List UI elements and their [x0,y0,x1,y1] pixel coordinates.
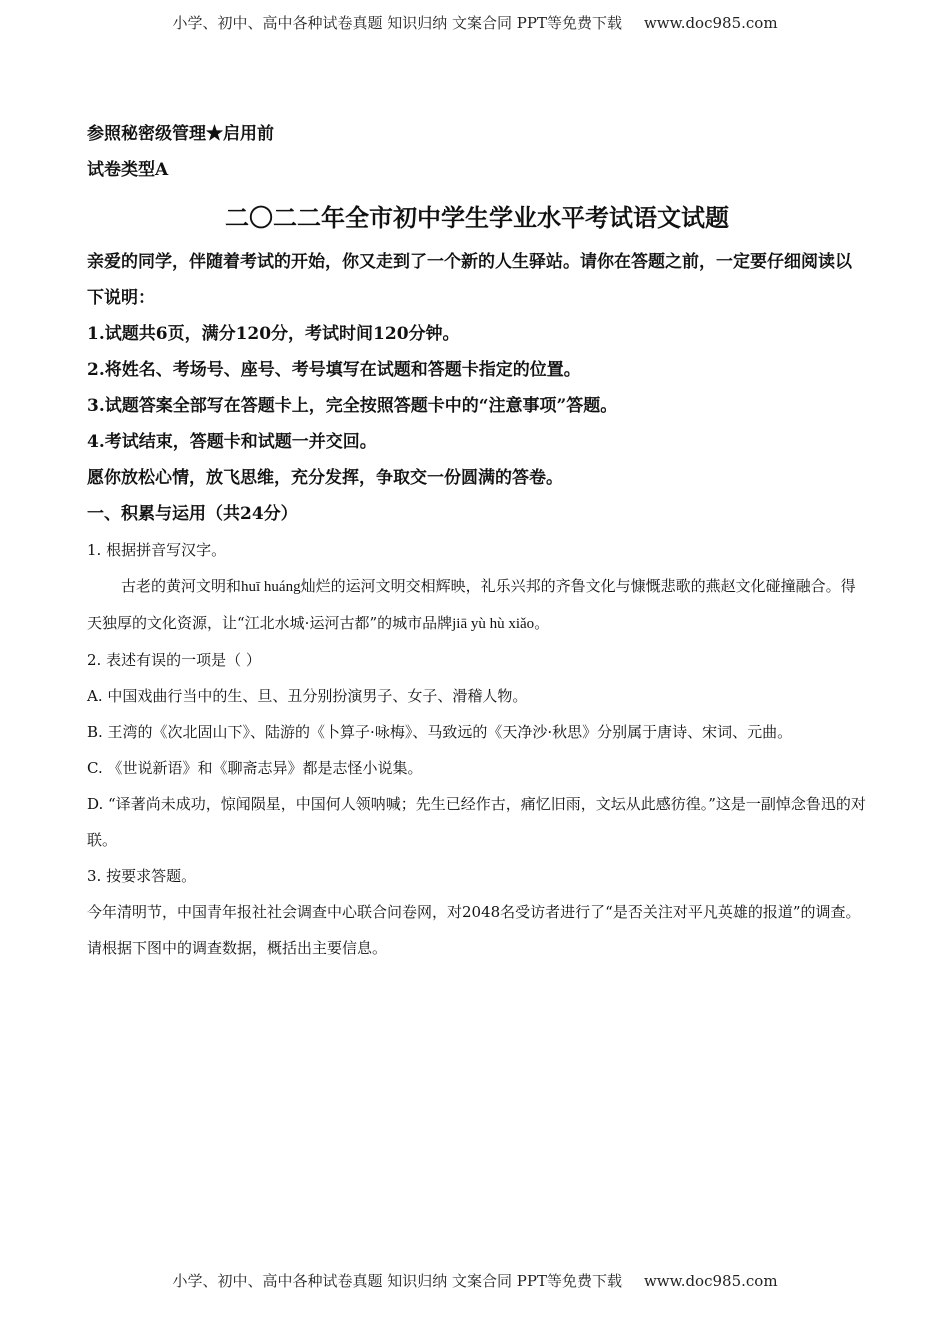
pinyin-blank: huī huáng [241,579,301,595]
instruction-item: 4.考试结束，答题卡和试题一并交回。 [87,432,377,452]
instruction-item: 2.将姓名、考场号、座号、考号填写在试题和答题卡指定的位置。 [87,360,581,380]
intro-text: 亲爱的同学，伴随着考试的开始，你又走到了一个新的人生驿站。请你在答题之前，一定要仔细阅读以下说明： [87,252,852,308]
option-d: D. “译著尚未成功，惊闻陨星，中国何人领呐喊；先生已经作古，痛忆旧雨，文坛从此感彷徨。”这是一副悼念鲁迅的对联。 [87,795,866,849]
paper-type-label: 试卷类型A [87,160,169,180]
question-2-stem: 2. 表述有误的一项是（ ） [87,651,261,669]
footer-text: 小学、初中、高中各种试卷真题 知识归纳 文案合同 PPT等免费下载 [172,1272,622,1290]
page-header [0,12,950,33]
question-3-stem: 3. 按要求答题。 [87,867,197,885]
passage-part: 古老的黄河文明和 [121,577,242,595]
footer-site[interactable]: www.doc985.com [643,1272,778,1290]
instruction-item: 1.试题共6页，满分120分，考试时间120分钟。 [87,324,460,344]
question-3-text: 今年清明节，中国青年报社社会调查中心联合问卷网，对2048名受访者进行了“是否关注对平凡英雄的报道”的调查。请根据下图中的调查数据，概括出主要信息。 [87,903,861,957]
passage-part: 。 [534,614,550,632]
option-c: C. 《世说新语》和《聊斋志异》都是志怪小说集。 [87,759,423,777]
exam-title: 二〇二二年全市初中学生学业水平考试语文试题 [225,203,729,232]
option-b: B. 王湾的《次北固山下》、陆游的《卜算子·咏梅》、马致远的《天净沙·秋思》分别属于唐诗、宋词、元曲。 [87,723,793,741]
question-1-stem: 1. 根据拼音写汉字。 [87,541,227,559]
option-a: A. 中国戏曲行当中的生、旦、丑分别扮演男子、女子、滑稽人物。 [87,687,528,705]
exam-page [87,120,867,966]
wish-text: 愿你放松心情，放飞思维，充分发挥，争取交一份圆满的答卷。 [87,468,563,488]
page-footer [0,1270,950,1291]
section-title: 一、积累与运用（共24分） [87,504,298,524]
classification-label: 参照秘密级管理★启用前 [87,124,274,144]
header-site[interactable]: www.doc985.com [643,14,778,32]
header-text: 小学、初中、高中各种试卷真题 知识归纳 文案合同 PPT等免费下载 [172,14,622,32]
instruction-item: 3.试题答案全部写在答题卡上，完全按照答题卡中的“注意事项”答题。 [87,396,618,416]
passage-part: 灿烂的运河文明交相辉映，礼乐兴邦的齐鲁文化与慷慨悲歌的燕赵文化碰撞融合。得天独厚的文化资源，让“江北水城·运河古都”的城市品牌 [87,577,856,632]
question-1-passage [87,568,867,642]
pinyin-blank: jiā yù hù xiǎo [452,616,535,632]
